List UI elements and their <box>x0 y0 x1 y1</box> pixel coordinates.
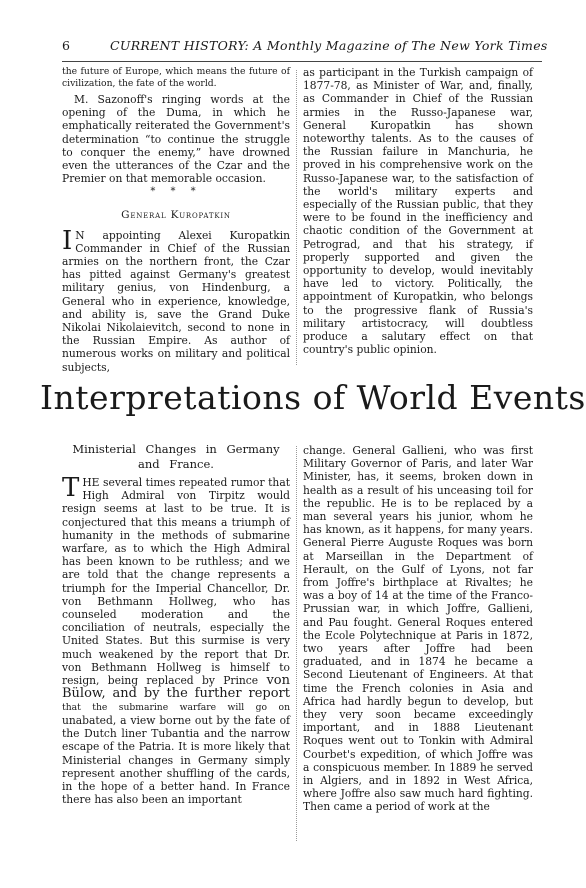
ministerial-text: HE several times repeated rumor that High Admiral von Tirpitz would resign seems at last to be true. It is conjectured that this means a triumph of humanity in the methods of submarine warfare, as to which the High Admiral has been known to be ruthless; and we are told that the change represents a triumph for the Imperial Chancellor, Dr. von Bethmann Hollweg, who has counseled moderation and the conciliation of neutrals, especially the United States. But this surmise is very much weakened by the report that Dr. von Bethmann Hollweg is himself to resign, being replaced by Prince <box>62 476 290 688</box>
drop-cap: T <box>62 473 80 503</box>
running-header <box>62 38 548 56</box>
kuropatkin-text: N appointing Alexei Kuropatkin Commander in Chief of the Russian armies on the northern front, the Czar has pitted against Germany's greatest military genius, von Hindenburg, a General who in experience, knowledge, and ability is, save the Grand Duke Nikolai Nikolaievitch, second to none in the Russian Empire. As author of numerous works on military and political subjects, <box>62 228 290 374</box>
kuropatkin-paragraph <box>62 225 290 374</box>
kuropatkin-continued-paragraph: as participant in the Turkish campaign of 1877-78, as Minister of War, and, finally, as Commander in Chief of the Russian armies in the Russo-Japanese war, General Kuropatkin has shown noteworthy talents. As to the causes of the Russian failure in Manchuria, he proved in his comprehensive work on the Russo-Japanese war, to the satisfaction of the world's military experts and especially of the Russian public, that they were to be found in the inefficiency and chaotic condition of the Government at Petrograd, and that his strategy, if properly supported and given the opportunity to develop, would inevitably have led to victory. Politically, the appointment of Kuropatkin, who belongs to the progressive flank of Russia's military artistocracy, will doubtless produce a salutary effect on that country's public opinion. <box>303 66 533 357</box>
bottom-left-column <box>62 442 290 806</box>
header-rule <box>62 61 542 62</box>
top-left-column <box>62 66 290 374</box>
bottom-column-divider <box>296 446 297 841</box>
publication-title: CURRENT HISTORY: A Monthly Magazine of The New York Times <box>110 38 548 53</box>
page-number: 6 <box>62 38 71 53</box>
section-title: Interpretations of World Events <box>40 378 586 417</box>
ministerial-text-end: unabated, a view borne out by the fate of the Dutch liner Tubantia and the narrow escape of the Patria. It is more likely that Ministerial changes in Germany simply represent another shuffling of the cards, in the hope of a better hand. In France there has also been an important <box>62 713 290 807</box>
bulow-line: von Bülow, and by the further report <box>62 673 290 702</box>
top-column-divider <box>296 70 297 365</box>
ministerial-changes-paragraph <box>62 473 290 807</box>
continued-paragraph: the future of Europe, which means the future of civilization, the fate of the world. <box>62 66 290 89</box>
subhead-kuropatkin: General Kuropatkin <box>121 209 231 222</box>
drop-cap: I <box>62 225 73 256</box>
small-print-line: that the submarine warfare will go on <box>62 702 290 714</box>
top-right-column <box>303 66 533 356</box>
sazonoff-paragraph: M. Sazonoff's ringing words at the opening of the Duma, in which he emphatically reiterated the Government's determination “to continue the struggle to conquer the enemy,” have drowned even the utterances of the Czar and the Premier on that memorable occasion. <box>62 93 290 186</box>
article-heading: Ministerial Changes in Germany and France. <box>72 442 280 471</box>
bottom-right-column <box>303 444 533 814</box>
section-divider-stars: * * * <box>150 186 202 198</box>
gallieni-paragraph: change. General Gallieni, who was first Military Governor of Paris, and later War Minister, has, it seems, broken down in health as a result of his unceasing toil for the republic. He is to be replaced by a man several years his junior, whom he has known, as it happens, for many years. General Pierre Auguste Roques was born at Marseillan in the Department of Herault, on the Gulf of Lyons, not far from Joffre's birthplace at Rivaltes; he was a boy of 14 at the time of the Franco-Prussian war, in which Joffre, Gallieni, and Pau fought. General Roques entered the Ecole Polytechnique at Paris in 1872, two years after Joffre had been graduated, and in 1874 he became a Second Lieutenant of Engineers. At that time the French colonies in Asia and Africa had hardly begun to develop, but they very soon became exceedingly important, and in 1888 Lieutenant Roques went out to Tonkin with Admiral Courbet's expedition, of which Joffre was a conspicuous member. In 1889 he served in Algiers, and in 1892 in West Africa, where Joffre also saw much hard fighting. Then came a period of work at the <box>303 444 533 814</box>
